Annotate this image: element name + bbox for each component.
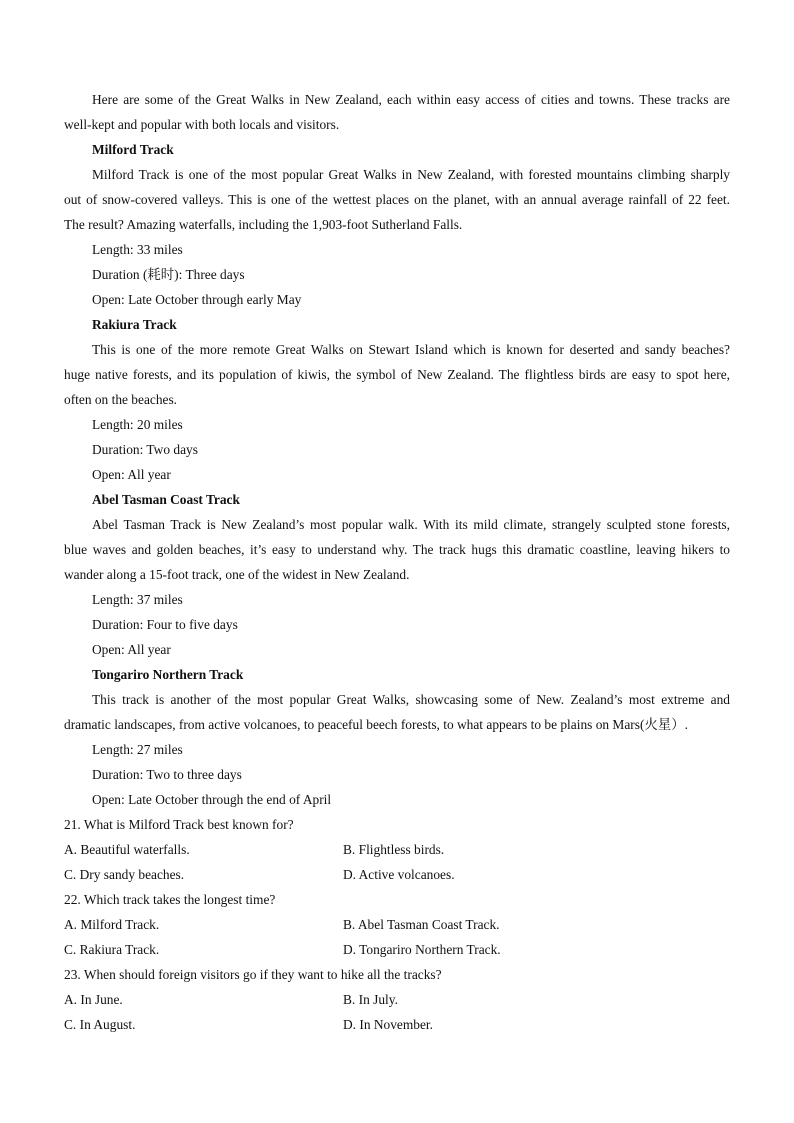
- track-duration: Duration: Two to three days: [92, 767, 242, 782]
- question-23: 23. When should foreign visitors go if they want to hike all the tracks?: [64, 967, 442, 982]
- track-desc-line: The result? Amazing waterfalls, including the 1,903-foot Sutherland Falls.: [64, 217, 463, 232]
- option-d: D. Active volcanoes.: [343, 867, 455, 882]
- document-body: [64, 87, 730, 1037]
- option-c: C. Dry sandy beaches.: [64, 867, 185, 882]
- track-desc-line: wander along a 15-foot track, one of the widest in New Zealand.: [64, 567, 410, 582]
- track-desc-line: Abel Tasman Track is New Zealand’s most popular walk. With its mild climate, strangely sculpted stone forests,: [92, 517, 730, 532]
- question-22: 22. Which track takes the longest time?: [64, 892, 276, 907]
- track-heading-tongariro: Tongariro Northern Track: [92, 667, 244, 682]
- track-desc-line: often on the beaches.: [64, 392, 178, 407]
- track-duration: Duration (耗时): Three days: [92, 267, 245, 282]
- option-row: [64, 862, 730, 887]
- option-b: B. Flightless birds.: [343, 842, 445, 857]
- track-length: Length: 37 miles: [92, 592, 183, 607]
- option-d: D. Tongariro Northern Track.: [343, 942, 501, 957]
- track-desc-line: This track is another of the most popular Great Walks, showcasing some of New. Zealand’s most extreme and: [92, 692, 730, 707]
- track-length: Length: 27 miles: [92, 742, 183, 757]
- track-duration: Duration: Two days: [92, 442, 198, 457]
- track-desc-line: dramatic landscapes, from active volcanoes, to peaceful beech forests, to what appears to be plains on Mars(火星）.: [64, 717, 688, 732]
- option-row: [64, 912, 730, 937]
- track-heading-abel-tasman: Abel Tasman Coast Track: [92, 492, 240, 507]
- track-heading-milford: Milford Track: [92, 142, 174, 157]
- option-row: [64, 987, 730, 1012]
- option-row: [64, 937, 730, 962]
- track-length: Length: 20 miles: [92, 417, 183, 432]
- option-a: A. Beautiful waterfalls.: [64, 842, 190, 857]
- track-desc-line: blue waves and golden beaches, it’s easy to understand why. The track hugs this dramatic coastline, leaving hikers to: [64, 542, 730, 557]
- track-desc-line: Milford Track is one of the most popular Great Walks in New Zealand, with forested mountains climbing sharply: [92, 167, 730, 182]
- track-desc-line: This is one of the more remote Great Walks on Stewart Island which is known for deserted and sandy beaches?: [92, 342, 730, 357]
- track-length: Length: 33 miles: [92, 242, 183, 257]
- track-open: Open: All year: [92, 467, 171, 482]
- track-duration: Duration: Four to five days: [92, 617, 238, 632]
- question-21: 21. What is Milford Track best known for?: [64, 817, 294, 832]
- option-b: B. Abel Tasman Coast Track.: [343, 917, 500, 932]
- option-b: B. In July.: [343, 992, 398, 1007]
- intro-line-1: Here are some of the Great Walks in New Zealand, each within easy access of cities and towns. These tracks are: [92, 92, 730, 107]
- option-a: A. Milford Track.: [64, 917, 160, 932]
- track-desc-line: out of snow-covered valleys. This is one of the wettest places on the planet, with an annual average rainfall of 22 feet.: [64, 192, 730, 207]
- option-row: [64, 1012, 730, 1037]
- option-row: [64, 837, 730, 862]
- option-a: A. In June.: [64, 992, 123, 1007]
- track-desc-line: huge native forests, and its population of kiwis, the symbol of New Zealand. The flightless birds are easy to spot here,: [64, 367, 730, 382]
- track-open: Open: Late October through the end of April: [92, 792, 332, 807]
- track-open: Open: Late October through early May: [92, 292, 302, 307]
- intro-line-2: well-kept and popular with both locals and visitors.: [64, 117, 340, 132]
- track-open: Open: All year: [92, 642, 171, 657]
- option-c: C. Rakiura Track.: [64, 942, 160, 957]
- track-heading-rakiura: Rakiura Track: [92, 317, 177, 332]
- option-d: D. In November.: [343, 1017, 433, 1032]
- option-c: C. In August.: [64, 1017, 136, 1032]
